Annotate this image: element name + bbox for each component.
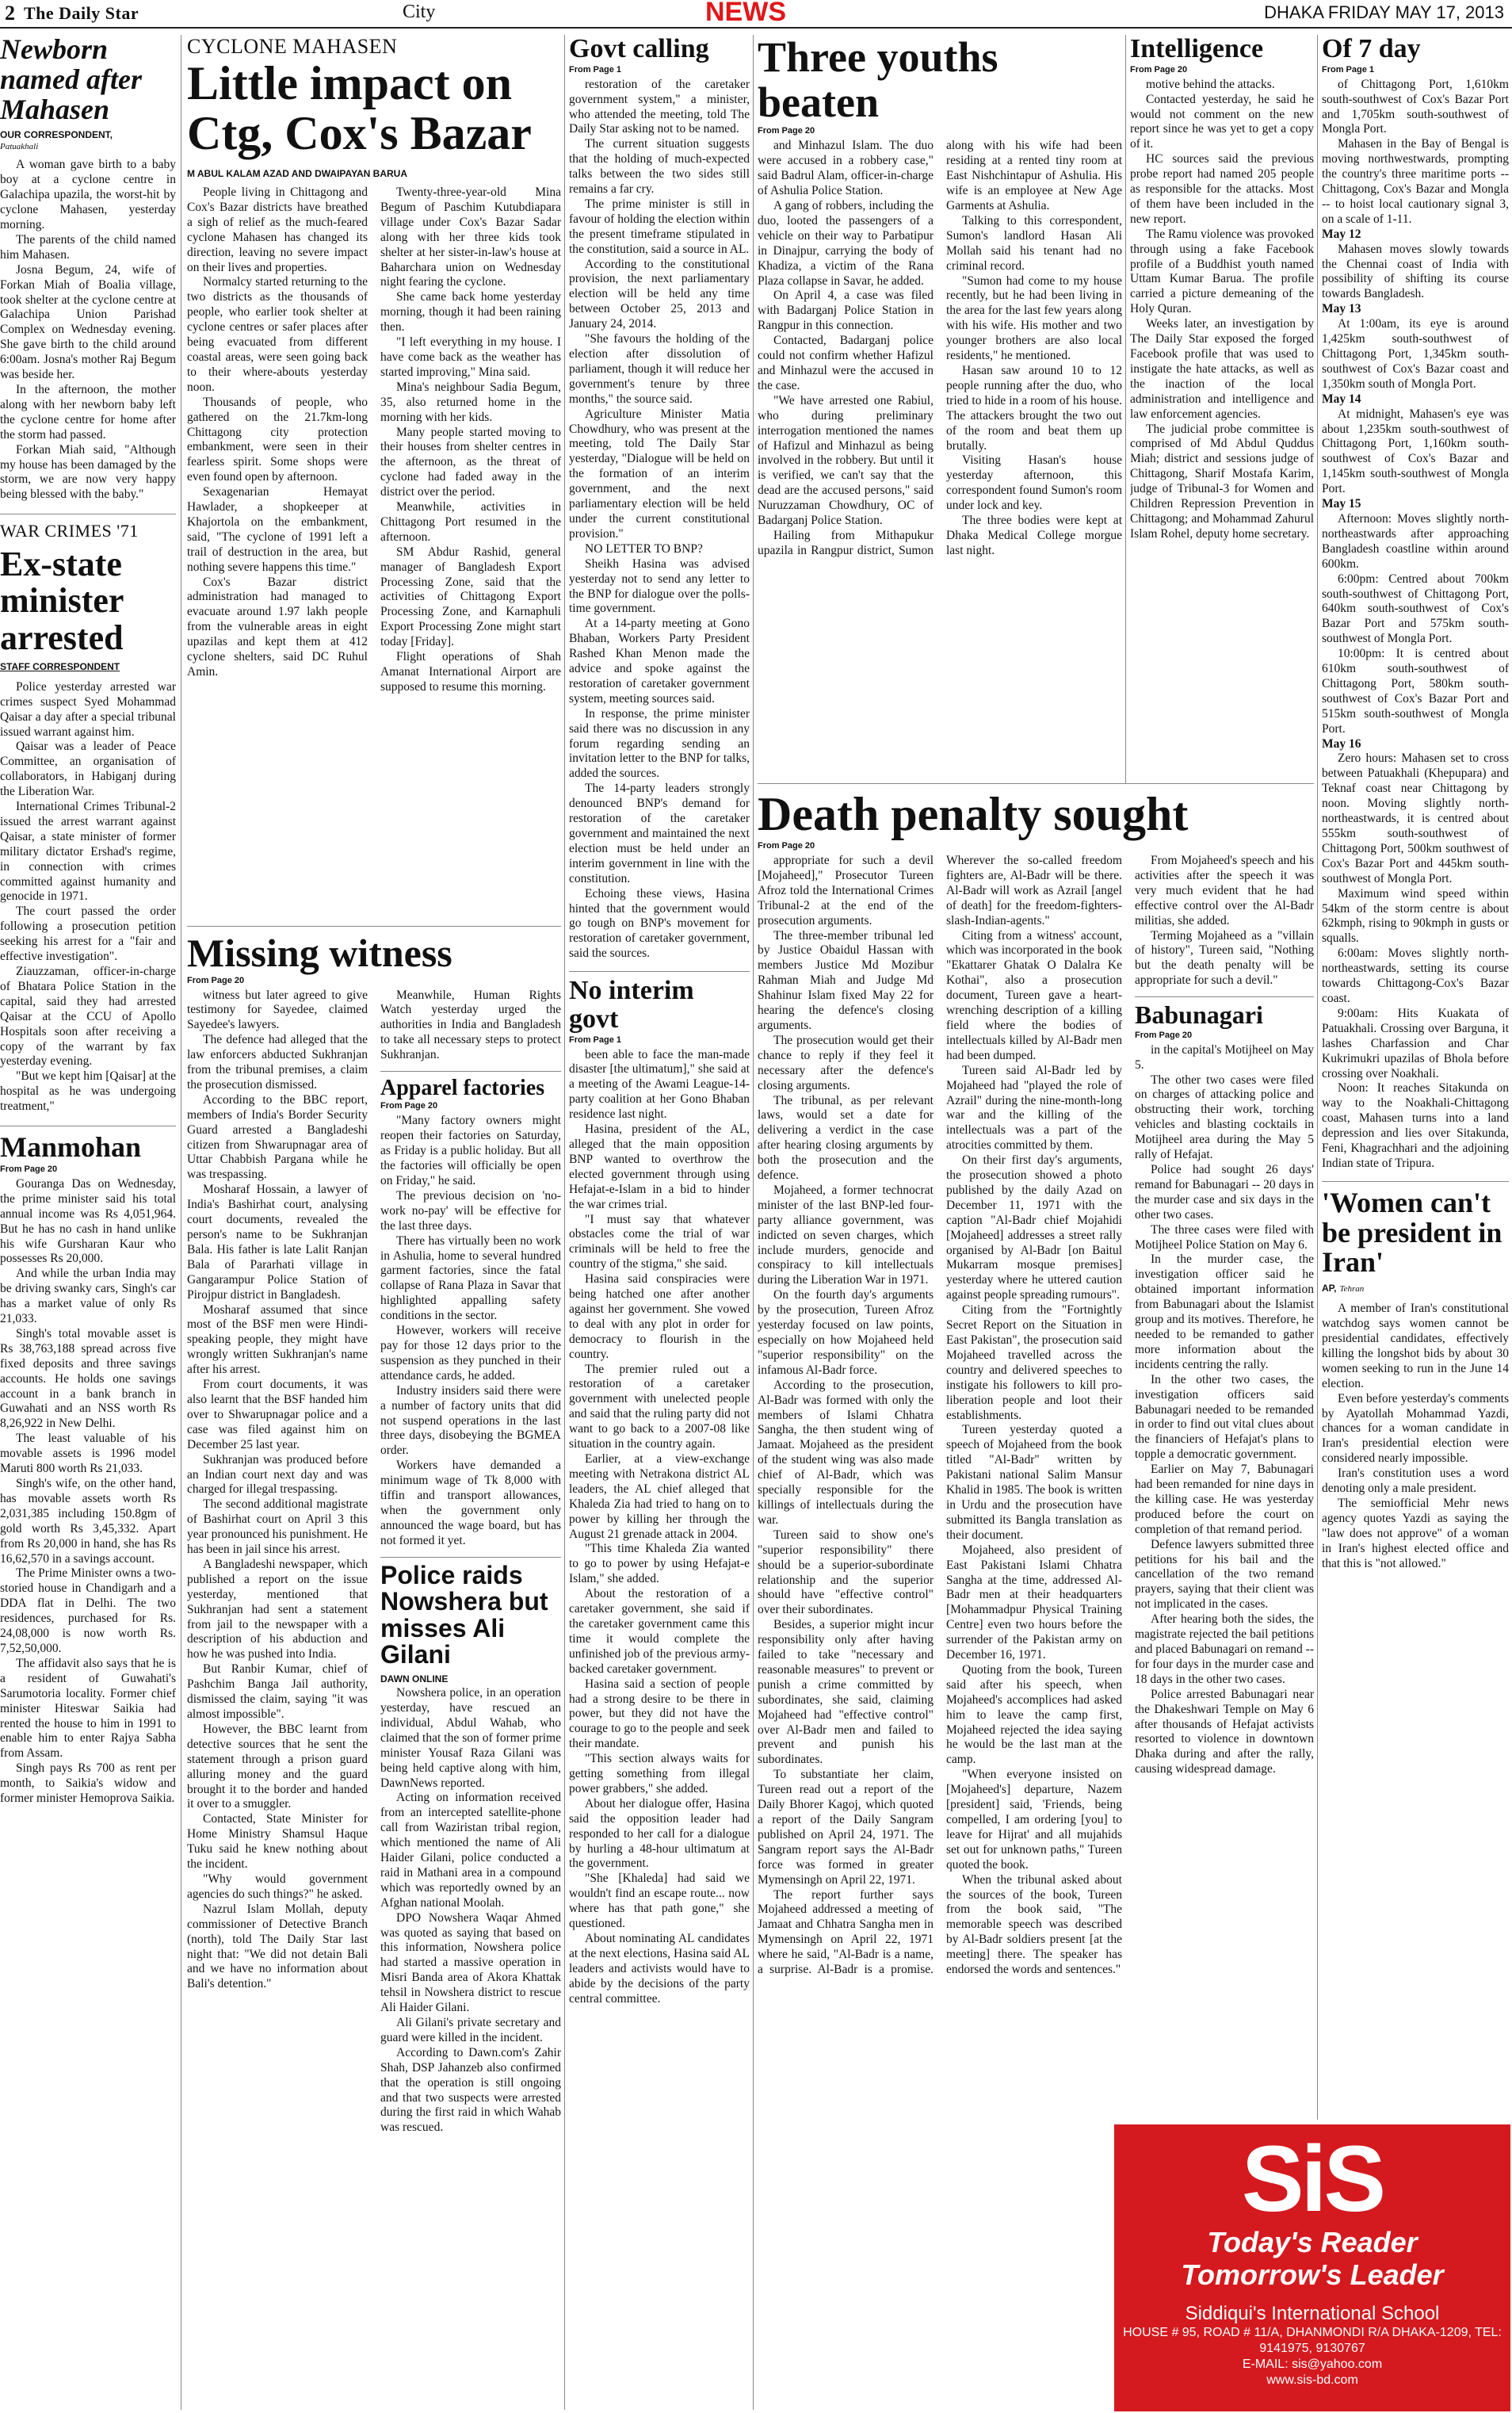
source-interim: From Page 1 [569,1034,622,1045]
paragraph: "This time Khaleda Zia wanted to go to power by using Hefajat-e Islam," she added. [569,1542,750,1586]
divider [187,926,561,927]
paragraph: To substantiate her claim, Tureen read out a report of the Daily Bhorer Kagoj, which quoted a report of the Daily Sangram published on April 24, 1971. The Sangram report says the Al-Badr force was formed in greater Mymensingh on April 22, 1971. [758,1768,934,1887]
paragraph: In response, the prime minister said there was no discussion in any forum regarding sending an invitation letter to the BNP for talks, added the sources. [569,706,750,781]
article-missing-col-a [187,989,368,2136]
paragraph: Ali Gilani's private secretary and guard were killed in the incident. [380,2016,561,2044]
paragraph: Thousands of people, who gathered on the 21.7km-long Chittagong city protection embankment, were seen in their fearless spirit. Some shops were even found open by afternoon. [187,395,368,484]
paragraph: "But we kept him [Qaisar] at the hospital as he was undergoing treatment," [0,1069,176,1114]
paragraph: International Crimes Tribunal-2 issued the arrest warrant against Qaisar, a state minister of former military dictator Ershad's regime, in connection with crimes committed against humanity and genocide in 1971. [0,800,176,904]
ad-school-name: Siddiqui's International School [1185,2302,1440,2324]
divider [758,783,1314,784]
paragraph: The three cases were filed with Motijheel Police Station on May 6. [1135,1222,1314,1252]
paragraph: Nazrul Islam Mollah, deputy commissioner of Detective Branch (north), told The Daily Star last night that: "We did not detain Bali and we have no information about Bali's detention." [187,1902,368,1991]
kicker-war-crimes: WAR CRIMES '71 [0,521,139,541]
paragraph: Twenty-three-year-old Mina Begum of Paschim Kutubdiapara village under Cox's Bazar Sadar along with her three kids took shelter at her sister-in-law's house at Baharchara union on Wednesday night fearing the cyclone. [380,185,561,289]
paragraph: Gouranga Das on Wednesday, the prime minister said his total annual income was Rs 4,051,964. But he has no cash in hand unlike his wife Gursharan Kaur who possesses Rs 20,000. [0,1176,176,1266]
paragraph: NO LETTER TO BNP? [585,541,703,556]
paragraph: The parents of the child named him Mahasen. [0,232,176,262]
headline-iran: 'Women can't be president in Iran' [1322,1186,1502,1279]
paragraph: Hailing from Mithapukur upazila in Rangpur district, Sumon along with his wife had been residing at a rented tiny room at East Nishchintapur of Ashulia. His wife is an employee at New Age Garments at Ashulia. [758,139,1122,557]
byline-police: DAWN ONLINE [380,1673,449,1685]
paragraph: "I left everything in my house. I have come back as the weather has started improving," Mina said. [380,335,561,379]
paragraph: Defence lawyers submitted three petitions for his bail and the cancellation of the two remand prayers, saying that their client was not implicated in the cases. [1135,1537,1314,1612]
paragraph: After hearing both the sides, the magistrate rejected the bail petitions and placed Babunagari on remand -- for four days in the murder case and 18 days in the other two cases. [1135,1612,1314,1686]
sis-logo: SiS [1241,2127,1384,2231]
paragraph: Citing from a witness' account, which was incorporated in the book "Ekattarer Ghatak O Dalalra Ke Kothai", also a prosecution document, Tureen gave a heart-wrenching description of a killing field where the bodies of intellectuals killed by Al-Badr men had been dumped. [946,928,1122,1062]
column-rule [1125,35,1126,783]
paragraph: The defence had alleged that the law enforcers abducted Sukhranjan from the tribunal premises, a claim the prosecution dismissed. [187,1033,368,1092]
paragraph: Meanwhile, Human Rights Watch yesterday urged the authorities in India and Bangladesh to take all necessary steps to protect Sukhranjan. [380,988,561,1062]
paragraph: Normalcy started returning to the two districts as the thousands of people, who earlier took shelter at cyclone centres or safer places after being evacuated from different coastal areas, were seen going back to their where-abouts yesterday noon. [187,275,368,394]
paragraph: The tribunal, as per relevant laws, would set a date for delivering a verdict in the case after hearing closing arguments by both the prosecution and the defence. [758,1093,934,1183]
paragraph: Maximum wind speed within 54km of the storm centre is about 62kmph, rising to 90kmph in gusts or squalls. [1322,886,1509,946]
paragraph: Besides, a superior might incur responsibility only after having failed to take "necessary and reasonable measures" to prevent or punish a crime committed by subordinates, she said, claiming Mojaheed had "effective control" over Al-Badr men and failed to prevent and punish his subordinates. [758,1618,934,1767]
paragraph: Quoting from the book, Tureen said after his speech, when Mojaheed's accomplices had asked him to leave the camp first, Mojaheed rejected the idea saying he would be the last man at the camp. [946,1662,1122,1767]
column-1 [0,35,176,2410]
paragraph: Mahasen moves slowly towards the Chennai coast of India with possibility of shifting its course towards Bangladesh. [1322,242,1509,301]
paragraph: Sexagenarian Hemayat Hawlader, a shopkeeper at Khajortola on the embankment, said, "The cyclone of 1991 left a trail of destruction in the area, but nothing severe happens this time." [187,485,368,574]
article-death-penalty-cont [1135,854,1314,989]
paragraph: 6:00am: Moves slightly north-northeastwards, setting its course towards Chittagong-Cox's Bazar coast. [1322,946,1509,1005]
paragraph: About nominating AL candidates at the next elections, Hasina said AL leaders and activists would have to abide by the decisions of the party central committee. [569,1932,750,2006]
paragraph: appropriate for such a devil [Mojaheed]," Prosecutor Tureen Afroz told the International Crimes Tribunal-2 at the end of the prosecution arguments. [758,854,934,927]
paragraph: 6:00pm: Centred about 700km south-southwest of Chittagong Port, 640km south-southwest of Cox's Bazar Port and 575km south-southwest of Mongla Port. [1322,572,1509,646]
paragraph: Qaisar was a leader of Peace Committee, an organisation of collaborators, in Habiganj during the Liberation War. [0,740,176,799]
divider [380,1557,561,1558]
paragraph: "Many factory owners might reopen their factories on Saturday, as Friday is a public holiday. But all the factories will officially be open on Friday," he said. [380,1114,561,1188]
headline-no-interim: No interim govt [569,976,694,1034]
paragraph: Zero hours: Mahasen set to cross between Patuakhali (Khepupara) and Teknaf coast near Chittagong by noon. Moving slightly north-northeastwards, it is centred about 555km south-southwest of Chittagong Port, 500km southwest of Cox's Bazar Port and 445km south-southwest of Mongla Port. [1322,751,1509,885]
paragraph: Mojaheed, a former technocrat minister of the last BNP-led four-party alliance government, was indicted on seven charges, which include murders, genocide and conspiracy to kill intellectuals during the Liberation War in 1971. [758,1183,934,1287]
paragraph: Mosharaf assumed that since most of the BSF men were Hindi-speaking people, they might have wrongly written Sukhranjan's name after his arrest. [187,1302,368,1377]
kicker-cyclone: CYCLONE MAHASEN [187,35,398,58]
paragraph: The affidavit also says that he is a resident of Guwahati's Sarumotoria locality. Former chief minister Hiteswar Saikia had rented the house to him in 1991 to enable him to enter Rajya Sabha from Assam. [0,1656,176,1761]
paragraph: According to Dawn.com's Zahir Shah, DSP Jahanzeb also confirmed that the operation is still ongoing and that two suspects were arrested during the first raid in which Wahab was rescued. [380,2045,561,2135]
byline-newborn: OUR CORRESPONDENT, [0,129,113,141]
paragraph: The second additional magistrate of Bashirhat court on April 3 this year pronounced his punishment. He has been in jail since his arrest. [187,1497,368,1557]
paragraph: Iran's constitution uses a word denoting only a male president. [1322,1467,1509,1496]
paragraph: Even before yesterday's comments by Ayatollah Mohammad Yazdi, chances for a woman candidate in Iran's presidential election were considered nearly impossible. [1322,1391,1509,1466]
story-row [187,989,561,2136]
ad-address: HOUSE # 95, ROAD # 11/A, DHANMONDI R/A DHAKA-1209, TEL: 9141975, 9130767 [1123,2325,1502,2355]
dateline-iran [1322,1281,1509,1295]
paragraph: Singh pays Rs 700 as rent per month, to Saikia's widow and former minister Hemoprova Saikia. [0,1761,176,1806]
headline-police-raids: Police raids Nowshera but misses Ali Gilani [380,1560,548,1669]
paragraph: of Chittagong Port, 1,610km south-southwest of Cox's Bazar Port and 1,705km south-southwest of Mongla Port. [1322,77,1509,136]
paragraph: Singh's total movable asset is Rs 38,763,188 spread across five fixed deposits and three savings accounts. He holds one savings account in a bank branch in Guwahati and an NSS worth Rs 8,26,922 in New Delhi. [0,1326,176,1431]
article-missing-col-b [380,989,561,1064]
paragraph: "Sumon had come to my house recently, but he had been living in the area for the last few years along with his wife. His mother and two younger brothers are also local residents," he mentioned. [946,273,1122,363]
paragraph: Contacted, State Minister for Home Ministry Shamsul Haque Tuku said he knew nothing about the incident. [187,1812,368,1872]
headline-govt-calling: Govt calling [569,35,709,63]
place-iran: Tehran [1339,1284,1365,1294]
paragraph: and Minhazul Islam. The duo were accused in a robbery case," said Badrul Alam, officer-in-charge of Ashulia Police Station. [758,139,934,198]
headline-cyclone: Little impact on Ctg, Cox's Bazar [187,57,532,159]
paragraph: Tureen said to show one's "superior responsibility" there should be a superior-subordinate relationship and the superior should have "effective control" over their subordinates. [758,1528,934,1617]
paragraph: At midnight, Mahasen's eye was about 1,235km south-southwest of Chittagong Port, 1,160km south-southwest of Cox's Bazar and 1,145km south-southwest of Mongla Port. [1322,407,1509,496]
date-subhead: May 14 [1322,392,1361,406]
paragraph: Hasina said a section of people had a strong desire to be there in power, but they did not have the courage to go to the people and seek their mandate. [569,1677,750,1751]
paragraph: "Why would government agencies do such things?" he asked. [187,1872,368,1901]
paragraph: In the murder case, the investigation officer said he obtained important information from Babunagari about the Islamist group and its motives. Therefore, he needed to be remanded to gather more information about the incidents centring the rally. [1135,1252,1314,1371]
article-babunagari [1135,1043,1314,1777]
paragraph: Josna Begum, 24, wife of Forkan Miah of Boalia village, took shelter at the cyclone centre at Galachipa Union Parishad Complex on Wednesday evening. She gave birth to the child around 6:00am. Josna's mother Raj Begum was beside her. [0,262,176,382]
paragraph: Industry insiders said there were a number of factory units that did not suspend operations in the last three days, disobeying the BGMEA order. [380,1383,561,1458]
paragraph: "When everyone insisted on [Mojaheed's] departure, Nazem [president] said, 'Friends, being compelled, I am ordering [you] to leave for Hijrat' and all mujahids set out for unknown paths," Tureen quoted the book. [946,1768,1122,1872]
paragraph: witness but later agreed to give testimony for Sayedee, claimed Sayedee's lawyers. [187,988,368,1032]
paragraph: 9:00am: Hits Kuakata of Patuakhali. Crossing over Barguna, it lashes Charfassion and Char Kukrimukri upazilas of Bhola before crossing over Noakhali. [1322,1006,1509,1080]
paragraph: From Mojaheed's speech and his activities after the speech it was very much evident that he had effective control over the Al-Badr militias, she added. [1135,854,1314,927]
paragraph: Mojaheed, also president of East Pakistani Islami Chhatra Sangha at the time, addressed Al-Badr men at their headquarters [Mohammadpur Physical Training Centre] even two hours before the surrender of the Pakistan army on December 16, 1971. [946,1543,1122,1662]
story-missing-witness [187,932,561,2410]
paragraph: been able to face the man-made disaster [the ultimatum]," she said at a meeting of the Awami League-14-party coalition at her Gono Bhaban residence last night. [569,1047,750,1122]
paragraph: Terming Mojaheed as a "villain of history", Tureen said, "Nothing but the death penalty will be appropriate for such a devil." [1135,928,1314,988]
paragraph: About her dialogue offer, Hasina said the opposition leader had responded to her call for a dialogue by hurling a 48-hour ultimatum at the government. [569,1796,750,1871]
column-8 [1322,35,1509,2120]
article-police [380,1686,561,2136]
source-manmohan: From Page 20 [0,1164,58,1174]
paragraph: There has virtually been no work in Ashulia, home to several hundred garment factories, since the fatal collapse of Rana Plaza in Savar that highlighted appalling safety conditions in the sector. [380,1233,561,1323]
paragraph: In the afternoon, the mother along with her newborn baby left the cyclone centre for home after the storm had passed. [0,382,176,442]
dateline: DHAKA FRIDAY MAY 17, 2013 [1264,2,1504,22]
paragraph: in the capital's Motijheel on May 5. [1135,1042,1314,1072]
story-row [758,854,1314,1978]
column-rule [753,35,754,2410]
headline-newborn: Newborn named after Mahasen [0,35,142,125]
paragraph: "I must say that whatever obstacles come the trial of war criminals will be held to free the country of the stigma," she said. [569,1212,750,1272]
paragraph: Hasina, president of the AL, alleged that the main opposition BNP wanted to overthrow the elected government through using Hefajat-e-Islam in a bid to hinder the war crimes trial. [569,1122,750,1211]
paragraph: Earlier on May 7, Babunagari had been remanded for nine days in the killing case. He was yesterday produced before the court on completion of that remand period. [1135,1463,1314,1536]
paragraph: A member of Iran's constitutional watchdog says women cannot be presidential candidates, effectively killing the longshot bids by about 30 women seeking to run in the June 14 election. [1322,1302,1509,1390]
paragraph: restoration of the caretaker government system," a minister, who attended the meeting, told The Daily Star asking not to be named. [569,77,750,136]
source-youths: From Page 20 [758,126,815,136]
source-apparel: From Page 20 [380,1101,438,1111]
paragraph: Agriculture Minister Matia Chowdhury, who was present at the meeting, told The Daily Star yesterday, "Dialogue will be held on the formation of an interim government, and the next parliamentary election will be held under the current constitutional provision." [569,407,750,541]
paragraph: The semiofficial Mehr news agency quotes Yazdi as saying the "law does not approve" of a woman in Iran's highest elected office and that this is "not allowed." [1322,1497,1509,1570]
headline-manmohan: Manmohan [0,1131,142,1164]
source-intelligence: From Page 20 [1130,64,1188,75]
paragraph: At 1:00am, its eye is around 1,425km south-southwest of Chittagong Port, 1,345km south-southwest of Cox's Bazar coast and 1,350km south of Mongla Port. [1322,317,1509,391]
paragraph: She came back home yesterday morning, though it had been raining then. [380,290,561,335]
paragraph: Flight operations of Shah Amanat International Airport are supposed to resume this morning. [380,650,561,694]
headline-death-penalty: Death penalty sought [758,790,1189,840]
section-name: City [403,2,436,22]
ad-email: E-MAIL: sis@yahoo.com [1242,2357,1383,2371]
paragraph: The report further says Mojaheed addressed a meeting of Jamaat and Chhatra Sangha men in Mymensingh on April 22, 1971 where he said, "Al-Badr is a name, a surprise. Al-Badr is a promise. Wherever the so-called freedom fighters are, Al-Badr will be there. Al-Badr will work as Azrail [angel of death] for the freedom-fighters-slash-Indian-agents." [758,854,1122,1977]
ad-website[interactable]: www.sis-bd.com [1266,2373,1358,2387]
article-three-youths [758,139,1122,558]
date-subhead: May 16 [1322,736,1361,751]
school-advertisement[interactable] [1114,2124,1510,2411]
story-three-youths [758,35,1122,780]
byline-iran: AP, [1322,1283,1337,1294]
date-subhead: May 13 [1322,302,1361,316]
paragraph: Mina's neighbour Sadia Begum, 35, also returned home in the morning with her kids. [380,380,561,424]
news-label: NEWS [705,0,786,27]
paragraph: SM Abdur Rashid, general manager of Bangladesh Export Processing Zone, said that the activities of Chittagong Export Processing Zone, and Karnaphuli Export Processing Zone might start today [Friday]. [380,545,561,649]
source-of7: From Page 1 [1322,64,1375,75]
paragraph: The prosecution would get their chance to reply if they feel it necessary after the defence's closing arguments. [758,1033,934,1092]
paragraph: Weeks later, an investigation by The Daily Star exposed the forged Facebook profile that was used to instigate the hate attacks, as well as the inaction of the local administration and intelligence and law enforcement agencies. [1130,317,1314,421]
ad-tagline-1: Today's Reader [1207,2226,1418,2258]
article-no-interim [569,1048,750,2007]
paragraph: A woman gave birth to a baby boy at a cyclone centre in Galachipa upazila, the worst-hit by cyclone Mahasen, yesterday morning. [0,158,176,232]
article-newborn [0,158,176,503]
paragraph: The judicial probe committee is comprised of Md Abdul Quddus Miah; district and sessions judge of Chittagong, Sharif Mostafa Karim, judge of Tribunal-3 for Women and Children Repression Prevention in Chittagong; and Mohammad Zahurul Islam Rohel, deputy home secretary. [1130,422,1314,541]
paragraph: Mosharaf Hossain, a lawyer of India's Bashirhat court, analysing court documents, revealed the person's name to be Sukhranjan Bala. His father is late Lalit Ranjan Bala of Pararhati village in Gangarampur Police Station of Pirojpur district in Bangladesh. [187,1183,368,1302]
paragraph: According to the prosecution, Al-Badr was formed with only the members of Islami Chhatra Sangha, the then student wing of Jamaat. Mojaheed as the president of the student wing was also made chief of Al-Badr, which was specially responsible for the killings of intellectuals during the war. [758,1378,934,1527]
paragraph: In the other two cases, the investigation officers said Babunagari needed to be remanded in order to find out vital clues about the financiers of Hefajat's plans to topple a democratic government. [1135,1372,1314,1462]
paragraph: On the fourth day's arguments by the prosecution, Tureen Afroz yesterday focused on law points, especially on how Mojaheed held "superior responsibility" on the infamous Al-Badr force. [758,1288,934,1377]
paragraph: According to the constitutional provision, the next parliamentary election will be held any time between October 25, 2013 and January 24, 2014. [569,257,750,331]
divider [1135,996,1314,997]
article-apparel [380,1114,561,1548]
article-manmohan [0,1177,176,1807]
paragraph: The prime minister is still in favour of holding the election within the present timeframe stipulated in the constitution, said a source in AL. [569,197,750,256]
paragraph: 10:00pm: It is centred about 610km south-southwest of Chittagong Port, 580km south-southwest of Cox's Bazar Port and 515km south-southwest of Mongla Port. [1322,647,1509,736]
article-govt-calling [569,78,750,962]
paragraph: Cox's Bazar district administration had managed to evacuate around 1.97 lakh people from the vulnerable areas in eight upazilas and kept them at 412 cyclone shelters, said DC Ruhul Amin. [187,575,368,679]
headline-three-youths: Three youths beaten [758,35,998,126]
paragraph: Nowshera police, in an operation yesterday, have rescued an individual, Abdul Wahab, who claimed that the son of former prime minister Yousaf Raza Gilani was being held captive along with him, DawnNews reported. [380,1686,561,1790]
paragraph: The previous decision on 'no-work no-pay' will be effective for the last three days. [380,1188,561,1233]
paragraph: Hasan saw around 10 to 12 people running after the duo, who tried to hide in a room of his house. The attackers brought the two out of the room and beat them up brutally. [946,363,1122,453]
paragraph: Mahasen in the Bay of Bengal is moving northwestwards, prompting the country's three maritime ports -- Chittagong, Cox's Bazar and Mongla -- to hoist local cautionary signal 3, on a scale of 1-11. [1322,137,1509,226]
divider [1322,1181,1509,1182]
paragraph: About the restoration of a caretaker government, she said if the caretaker government came this time it would complete the unfinished job of the previous army-backed caretaker government. [569,1587,750,1676]
headline-babunagari: Babunagari [1135,1000,1263,1030]
paragraph: Visiting Hasan's house yesterday afternoon, this correspondent found Sumon's room under lock and key. [946,453,1122,513]
paragraph: When the tribunal asked about the sources of the book, Tureen from the book said, "The memorable speech was described by Al-Badr soldiers present [at the meeting] there. The speaker has endorsed the words and sentences." [946,1872,1122,1977]
paper-name: The Daily Star [24,3,139,23]
paragraph: However, the BBC learnt from detective sources that he sent the statement through a prison guard alluring money and the guard brought it to the border and handed it over to a smuggler. [187,1722,368,1811]
byline-cyclone: M ABUL KALAM AZAD AND DWAIPAYAN BARUA [187,168,407,179]
paragraph: The 14-party leaders strongly denounced BNP's demand for restoration of the caretaker government and maintained the next election must be held under an interim government in line with the constitution. [569,782,750,885]
paragraph: Ziauzzaman, officer-in-charge of Bhatara Police Station in the capital, said they had arrested Qaisar at the CCU of Apollo Hospitals soon after receiving a copy of the warrant by fax yesterday evening. [0,965,176,1069]
divider [569,971,750,972]
paragraph: Police yesterday arrested war crimes suspect Syed Mohammad Qaisar a day after a special tribunal issued warrant against him. [0,679,176,739]
headline-of-7-day: Of 7 day [1322,35,1421,63]
paragraph: Afternoon: Moves slightly north-northeastwards after approaching Bangladesh coastline within around 600km. [1322,511,1509,571]
paragraph: Citing from the "Fortnightly Secret Report on the Situation in East Pakistan", the prosecution said Mojaheed travelled across the country and delivered speeches to instigate his followers to kill pro-liberation people and loot their establishments. [946,1303,1122,1422]
paragraph: And while the urban India may be driving swanky cars, Singh's car has a market value of only Rs 21,033. [0,1267,176,1326]
paragraph: The least valuable of his movable assets is 1996 model Maruti 800 worth Rs 21,033. [0,1432,176,1476]
paragraph: Sukhranjan was produced before an Indian court next day and was charged for illegal trespassing. [187,1452,368,1497]
paragraph: Singh's wife, on the other hand, has movable assets worth Rs 2,031,385 including 150.8gm of gold worth Rs 3,45,332. Apart from Rs 20,000 in hand, she has Rs 16,62,570 in a savings account. [0,1477,176,1566]
paragraph: The Ramu violence was provoked through using a fake Facebook profile of a Buddhist youth named Uttam Kumar Barua. The profile carried a picture demeaning of the Holy Quran. [1130,227,1314,316]
date-subhead: May 12 [1322,227,1361,241]
paragraph: Noon: It reaches Sitakunda on way to the Noakhali-Chittagong coast, Mahasen turns into a land depression and lies over Sitakunda, Feni, Khagrachhari and the adjoining Indian state of Tripura. [1322,1081,1509,1170]
paragraph: "She [Khaleda] had said we wouldn't find an escape route... now where has that path gone," she questioned. [569,1872,750,1931]
headline-missing-witness: Missing witness [187,932,452,975]
paragraph: "This section always waits for getting something from illegal power grabbers," she added. [569,1752,750,1795]
column-4 [569,35,750,2410]
divider [380,1071,561,1072]
right-subcolumn [380,989,561,2136]
paragraph: On April 4, a case was filed with Badarganj Police Station in Rangpur in this connection. [758,289,934,333]
article-death-penalty [758,854,1122,1978]
headline-intelligence: Intelligence [1130,35,1264,63]
column-rule [564,35,565,2410]
source-missing: From Page 20 [187,975,245,985]
paragraph: Contacted yesterday, he said he would not comment on the new report since he was yet to get a copy of it. [1130,92,1314,151]
paragraph: A gang of robbers, including the duo, looted the passengers of a vehicle on their way to Parbatipur in Dinajpur, carrying the body of Khadiza, a victim of the Rana Plaza collapse in Savar, he added. [758,199,934,288]
page-number: 2 [5,2,15,25]
paragraph: DPO Nowshera Waqar Ahmed was quoted as saying that based on this information, Nowshera police had started a massive operation in Misri Banda area of Akora Khattak tehsil in Nowshera district to rescue Ali Haider Gilani. [380,1910,561,2015]
paragraph: The court passed the order following a prosecution petition seeking his arrest for a "fair and effective investigation". [0,904,176,964]
paragraph: Meanwhile, activities in Chittagong Port resumed in the afternoon. [380,500,561,544]
paragraph: Police had sought 26 days' remand for Babunagari -- 20 days in the murder case and six days in the other two cases. [1135,1163,1314,1222]
paragraph: But Ranbir Kumar, chief of Pashchim Banga Jail authority, dismissed the claim, saying "it was almost impossible". [187,1662,368,1721]
paragraph: The three bodies were kept at Dhaka Medical College morgue last night. [946,514,1122,557]
masthead [0,0,1512,29]
headline-ex-minister: Ex-state minister arrested [0,545,124,657]
source-govt: From Page 1 [569,64,622,75]
story-cyclone [187,35,561,923]
paragraph: Tureen said Al-Badr led by Mojaheed had "played the role of Azrail" during the nine-month-long war and the killing of the intellectuals was a part of the atrocities committed by them. [946,1063,1122,1153]
paragraph: Talking to this correspondent, Sumon's landlord Hasan Ali Mollah said his tenant had no criminal record. [946,213,1122,273]
article-cyclone [187,185,561,695]
paragraph: "We have arrested one Rabiul, who during preliminary interrogation mentioned the names of Hafizul and Minhazul as being involved in the robbery. But until it is verified, we can't say that the dead are the accused persons," said Nuruzzaman Chowdhury, OC of Badarganj Police Station. [758,393,934,528]
paragraph: The other two cases were filed on charges of attacking police and obstructing their work, torching vehicles and blasting cocktails in Motijheel area during the May 5 rally of Hefajat. [1135,1073,1314,1162]
paragraph: Workers have demanded a minimum wage of Tk 8,000 with tiffin and transport allowances, when the government only announced the wage board, but has not formed it yet. [380,1459,561,1547]
paragraph: Police arrested Babunagari near the Dhakeshwari Temple on May 6 after thousands of Hefajat activists resorted to violence in downtown Dhaka during and after the rally, causing widespread damage. [1135,1687,1314,1776]
source-death: From Page 20 [758,841,815,851]
paragraph: Contacted, Badarganj police could not confirm whether Hafizul and Minhazul were the accused in the case. [758,334,934,392]
ad-tagline-2: Tomorrow's Leader [1181,2258,1444,2292]
headline-apparel: Apparel factories [380,1076,545,1101]
source-babunagari: From Page 20 [1135,1030,1193,1040]
paragraph: A Bangladeshi newspaper, which published a report on the issue yesterday, mentioned that Sukhranjan had sent a statement from jail to the newspaper with a description of his abduction and how he was pushed into India. [187,1557,368,1662]
paragraph: From court documents, it was also learnt that the BSF handed him over to Shwarupnagar police and a case was filed against him on December 25 last year. [187,1378,368,1451]
right-subcolumn [1135,854,1314,1978]
article-iran [1322,1302,1509,1571]
paragraph: Forkan Miah said, "Although my house has been damaged by the storm, we are now very happy being blessed with the baby." [0,442,176,502]
paragraph: At a 14-party meeting at Gono Bhaban, Workers Party President Rashed Khan Menon made the advice and spoke against the restoration of caretaker government system, meeting sources said. [569,617,750,706]
paragraph: Earlier, at a view-exchange meeting with Netrakona district AL leaders, the AL chief alleged that Khaleda Zia had tried to hang on to power by killing her through the August 21 grenade attack in 2004. [569,1452,750,1541]
article-intelligence [1130,78,1314,542]
paragraph: Acting on information received from an intercepted satellite-phone call from Waziristan tribal region, which mentioned the name of Ali Haider Gilani, police conducted a raid in Mathani area in a compound which was reportedly owned by an Afghan national Moolah. [380,1791,561,1910]
paragraph: "She favours the holding of the election after dissolution of parliament, though it will reduce her government's tenure by three months," the source said. [569,332,750,406]
paragraph: Many people started moving to their houses from shelter centres in the afternoon, as the threat of cyclone had faded away in the district over the period. [380,425,561,499]
paragraph: However, workers will receive pay for those 12 days prior to the suspension as they punched in their attendance cards, he added. [380,1324,561,1382]
paragraph: The three-member tribunal led by Justice Obaidul Hassan with members Justice Md Mozibur Rahman Miah and Judge Md Shahinur Islam fixed May 22 for hearing the defence's closing arguments. [758,928,934,1032]
paragraph: According to the BBC report, members of India's Border Security Guard arrested a Bangladeshi citizen from Shwarupnagar area of Uttar Chabbish Pargana while he was trespassing. [187,1092,368,1182]
paragraph: People living in Chittagong and Cox's Bazar districts have breathed a sigh of relief as the much-feared cyclone Mahasen has changed its direction, leaving no severe impact on their lives and properties. [187,185,368,274]
paragraph: HC sources said the previous probe report had named 205 people as responsible for the attacks. Most of them have been included in the new report. [1130,152,1314,226]
place-newborn: Patuakhali [0,142,39,152]
paragraph: motive behind the attacks. [1146,77,1275,91]
paragraph: The Prime Minister owns a two-storied house in Chandigarh and a DDA flat in Delhi. The two residences, purchased for Rs. 24,08,000 is now worth Rs. 7,52,50,000. [0,1566,176,1655]
paragraph: Hasina said conspiracies were being hatched one after another against her government. She vowed to deal with any plot in order for democracy to flourish in the country. [569,1272,750,1361]
date-subhead: May 15 [1322,497,1361,511]
paragraph: On their first day's arguments, the prosecution showed a photo published by the daily Azad on December 11, 1971 with the caption "Al-Badr chief Mojahidi [Mojaheed] addresses a street rally organised by Al-Badr [on Baitul Mukarram mosque premises] yesterday where he uttered caution against people spreading rumours". [946,1153,1122,1302]
paragraph: Tureen yesterday quoted a speech of Mojaheed from the book titled "Al-Badr" written by Pakistani national Salim Mansur Khalid in 1985. The book is written in Urdu and the prosecution have submitted its Bangla translation as their document. [946,1423,1122,1542]
column-rule [1317,35,1318,2120]
paragraph: Echoing these views, Hasina hinted that the government would go tough on BNP's movement for restoration of caretaker government, said the sources. [569,886,750,961]
byline-ex-minister: STAFF CORRESPONDENT [0,660,120,672]
article-of-7-day [1322,78,1509,1172]
paragraph: The premier ruled out a restoration of a caretaker government with unelected people and said that the ruling party did not want to go back to a 2007-08 like situation in the country again. [569,1362,750,1451]
story-intelligence [1130,35,1314,780]
paragraph: Sheikh Hasina was advised yesterday not to send any letter to the BNP for dialogue over the polls-time government. [569,556,750,616]
paragraph: The current situation suggests that the holding of much-expected talks between the two sides still remains a far cry. [569,137,750,197]
article-ex-minister [0,680,176,1115]
